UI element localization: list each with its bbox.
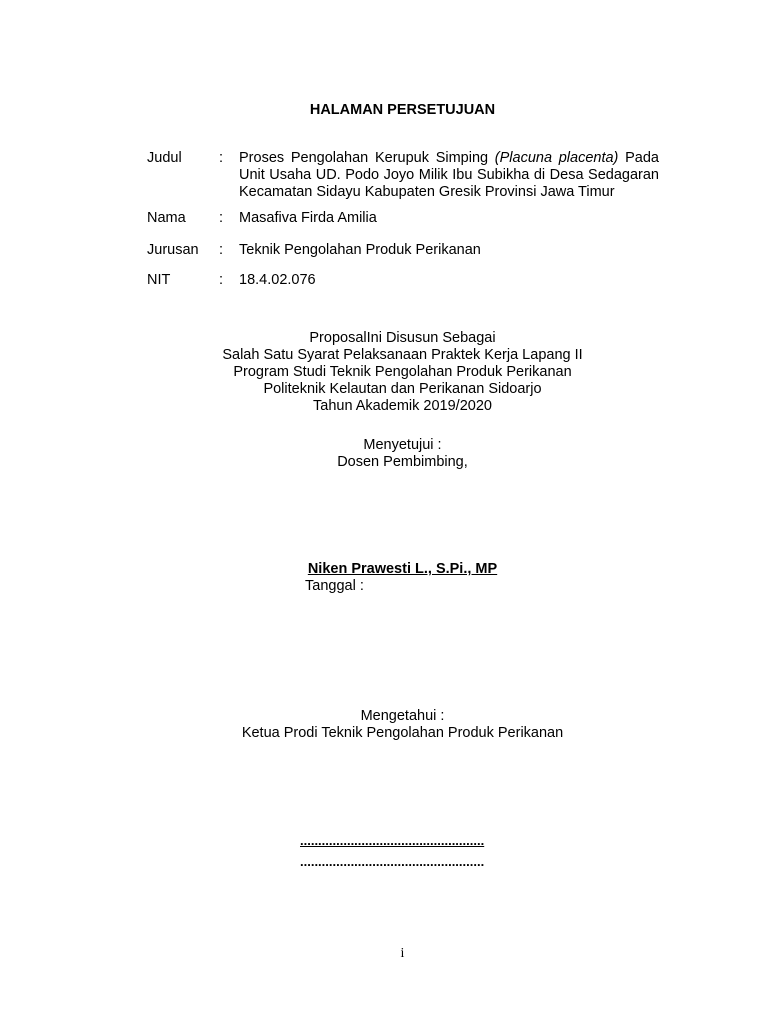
approval-label: Menyetujui : xyxy=(363,437,442,453)
proposal-line: ProposalIni Disusun Sebagai xyxy=(309,330,496,346)
proposal-statement xyxy=(150,330,655,415)
acknowledgement-heading xyxy=(150,708,655,742)
approval-heading xyxy=(150,437,655,471)
supervisor-signature-block xyxy=(150,561,655,578)
field-colon: : xyxy=(219,210,224,226)
page-number: i xyxy=(400,946,405,961)
head-of-program-id-placeholder: ................................................... xyxy=(300,854,485,869)
field-judul xyxy=(147,150,659,202)
field-colon: : xyxy=(219,242,224,258)
judul-text-post: Pada Unit Usaha UD. Podo Joyo Milik Ibu Subikha di Desa Sedagaran Kecamatan Sidayu Kabupaten Gresik Provinsi Jawa Timur xyxy=(239,150,659,200)
approval-date: Tanggal : xyxy=(305,578,364,594)
page-title: HALAMAN PERSETUJUAN xyxy=(309,102,496,118)
field-label-nama: Nama xyxy=(147,210,186,226)
field-jurusan xyxy=(147,242,659,260)
field-value-jurusan: Teknik Pengolahan Produk Perikanan xyxy=(239,242,481,258)
field-colon: : xyxy=(219,272,224,288)
judul-scientific-name: (Placuna placenta) xyxy=(494,150,619,166)
judul-text-pre: Proses Pengolahan Kerupuk Simping xyxy=(239,150,495,166)
proposal-line: Politeknik Kelautan dan Perikanan Sidoarjo xyxy=(263,381,542,397)
field-value-nama: Masafiva Firda Amilia xyxy=(239,210,377,226)
field-nama xyxy=(147,210,659,228)
acknowledgement-label: Mengetahui : xyxy=(360,708,445,724)
field-value-nit: 18.4.02.076 xyxy=(239,272,316,288)
field-label-nit: NIT xyxy=(147,272,171,288)
field-nit xyxy=(147,272,659,290)
proposal-line: Tahun Akademik 2019/2020 xyxy=(313,398,492,414)
field-colon: : xyxy=(219,150,224,166)
supervisor-name: Niken Prawesti L., S.Pi., MP xyxy=(307,561,498,577)
head-of-program-name-placeholder: ................................................... xyxy=(300,833,485,848)
field-label-jurusan: Jurusan xyxy=(147,242,199,258)
proposal-line: Salah Satu Syarat Pelaksanaan Praktek Kerja Lapang II xyxy=(222,347,583,363)
approval-role: Dosen Pembimbing, xyxy=(337,454,468,470)
proposal-line: Program Studi Teknik Pengolahan Produk Perikanan xyxy=(233,364,572,380)
field-label-judul: Judul xyxy=(147,150,182,166)
acknowledgement-role: Ketua Prodi Teknik Pengolahan Produk Perikanan xyxy=(241,725,564,741)
field-value-judul xyxy=(239,150,659,201)
